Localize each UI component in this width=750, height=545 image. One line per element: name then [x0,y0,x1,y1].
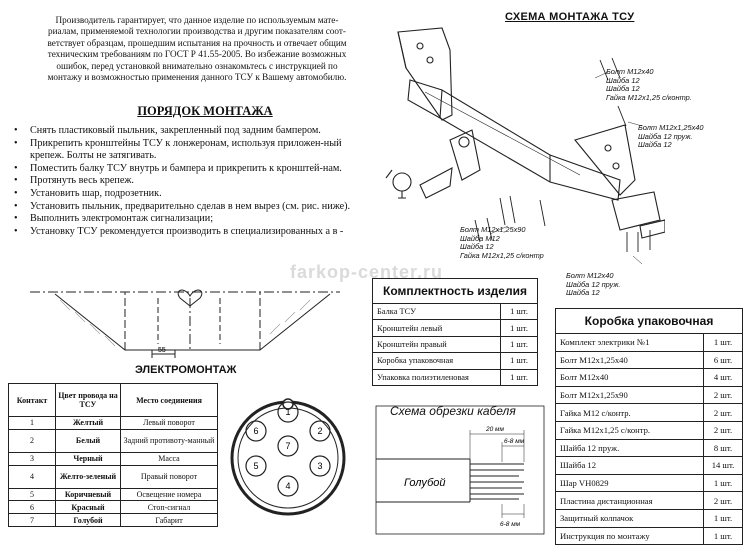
pin-label: 1 [285,407,291,417]
part-label: Гайка М12х1,25 с/контр. [606,92,692,102]
part-label: Шайба 12 [606,84,640,94]
table-row [556,527,743,545]
box-contents-table [555,308,743,545]
cell-contact: 4 [9,465,56,488]
cut-dimension: 55 [158,347,166,354]
table-row [556,334,743,352]
dimension-label: 6-8 мм [500,521,521,528]
intro-line: риалам, применяемой технологии производства и другим показателям соот- [48,26,346,37]
intro-line: ошибок, перед установкой внимательно ознакомьтесь с инструкцией по [56,60,338,71]
table-row [556,457,743,475]
cell-color: Желтый [56,417,121,430]
part-label: Шайба М12 [460,233,500,243]
montage-step: • Поместить балку ТСУ внутрь и бампера и прикрепить к кронштей-нам. [12,163,377,176]
table-row [9,465,218,488]
item-qty: 4 шт. [704,369,743,387]
montage-step: • Выполнить электромонтаж сигнализации; [12,213,377,226]
part-label: Болт М12х40 [566,271,614,280]
item-qty: 1 шт. [501,320,538,336]
table-row [373,320,538,336]
intro-line: Производитель гарантирует, что данное изделие по используемым мате- [55,15,339,25]
dimension-label: 20 мм [486,426,504,433]
item-name: Болт М12х40 [556,369,704,387]
scheme-labels-top [606,68,692,102]
table-row [373,336,538,352]
item-name: Балка ТСУ [373,304,501,320]
pin-label: 2 [317,426,323,436]
table-row [556,369,743,387]
scheme-labels-bottom [566,272,620,298]
part-label: Болт М12х1,25х90 [460,225,526,234]
item-name: Шайба 12 [556,457,704,475]
cell-color: Черный [56,452,121,465]
intro-text [22,15,372,83]
part-label: Шайба 12 пруж. [638,131,693,141]
scheme-title: СХЕМА МОНТАЖА ТСУ [505,11,635,23]
cell-connection: Правый поворот [121,465,218,488]
table-row [556,509,743,527]
cable-cut-drawing [374,404,546,536]
kit-title: Комплектность изделия [373,279,538,304]
table-header-row [9,384,218,417]
part-label: Гайка М12х1,25 с/контр [460,250,544,260]
wire-color-label: Голубой [404,477,446,489]
cell-connection: Задний противоту-манный [121,429,218,452]
montage-step: • Установить шар, подрозетник. [12,188,377,201]
socket-pin-diagram [228,390,348,530]
table-header-row [556,309,743,334]
cell-color: Коричневый [56,488,121,501]
item-name: Кронштейн левый [373,320,501,336]
item-qty: 2 шт. [704,386,743,404]
montage-step: • Установку ТСУ рекомендуется производить в специализированных а в - [12,226,377,239]
cell-color: Белый [56,429,121,452]
item-qty: 1 шт. [704,334,743,352]
watermark: farkop-center.ru [290,262,444,282]
pin-label: 4 [285,481,291,491]
item-qty: 14 шт. [704,457,743,475]
item-name: Упаковка полиэтиленовая [373,369,501,385]
table-row [556,351,743,369]
column-header: Контакт [9,384,56,417]
item-name: Инструкция по монтажу [556,527,704,545]
table-row [556,492,743,510]
item-qty: 1 шт. [704,474,743,492]
item-name: Шар VH0829 [556,474,704,492]
montage-step: • Протянуть весь крепеж. [12,175,377,188]
montage-step: • Прикрепить кронштейны ТСУ к лонжеронам, используя приложен-ный крепеж. Болты не затягивать. [12,138,377,163]
montage-step: • Установить пыльник, предварительно сделав в нем вырез (см. рис. ниже). [12,201,377,214]
item-qty: 6 шт. [704,351,743,369]
table-row [9,514,218,527]
cell-connection: Освещение номера [121,488,218,501]
column-header: Цвет провода на ТСУ [56,384,121,417]
pin-label: 7 [285,441,291,451]
item-qty: 1 шт. [501,336,538,352]
table-row [556,386,743,404]
item-qty: 2 шт. [704,404,743,422]
cell-connection: Масса [121,452,218,465]
table-row [9,452,218,465]
part-label: Болт М12х40 [606,67,654,76]
part-label: Шайба 12 пруж. [566,279,621,289]
cell-contact: 1 [9,417,56,430]
intro-line: монтажу и возможностью применения данного ТСУ к Вашему автомобилю. [47,72,347,83]
cell-color: Красный [56,501,121,514]
part-label: Болт М12х1,25х40 [638,123,704,132]
part-label: Шайба 12 [460,242,494,252]
item-name: Шайба 12 пруж. [556,439,704,457]
item-name: Гайка М12х1,25 с/контр. [556,421,704,439]
item-name: Комплект электрики №1 [556,334,704,352]
item-qty: 2 шт. [704,421,743,439]
montage-title: ПОРЯДОК МОНТАЖА [137,104,273,118]
cell-contact: 3 [9,452,56,465]
cell-connection: Стоп-сигнал [121,501,218,514]
electro-title: ЭЛЕКТРОМОНТАЖ [135,364,237,376]
scheme-labels-mid [638,124,704,150]
montage-steps [12,125,377,238]
table-row [556,404,743,422]
table-header-row [373,279,538,304]
cell-contact: 6 [9,501,56,514]
table-row [373,369,538,385]
table-row [9,488,218,501]
dust-cover-cut-drawing [30,272,340,364]
item-qty: 1 шт. [501,353,538,369]
item-qty: 1 шт. [704,527,743,545]
item-name: Защитный колпачок [556,509,704,527]
item-qty: 1 шт. [501,369,538,385]
table-row [9,429,218,452]
table-row [556,474,743,492]
part-label: Шайба 12 [638,140,672,150]
cell-contact: 2 [9,429,56,452]
cell-color: Голубой [56,514,121,527]
montage-step: • Снять пластиковый пыльник, закрепленный под задним бампером. [12,125,377,138]
cell-contact: 7 [9,514,56,527]
item-qty: 2 шт. [704,492,743,510]
intro-line: ветствует образцам, прошедшим испытания на прочность и отвечает общим [47,37,347,48]
item-name: Пластина дистанционная [556,492,704,510]
column-header: Место соединения [121,384,218,417]
item-name: Коробка упаковочная [373,353,501,369]
box-title: Коробка упаковочная [556,309,743,334]
table-row [9,417,218,430]
pin-label: 6 [253,426,259,436]
item-name: Болт М12х1,25х90 [556,386,704,404]
cable-cut-title: Схема обрезки кабеля [390,404,516,418]
kit-table [372,278,538,386]
item-name: Кронштейн правый [373,336,501,352]
table-row [9,501,218,514]
intro-line: техническим требованиям по ГОСТ Р 41.55-2005. Во избежание возможных [47,49,347,60]
item-qty: 1 шт. [704,509,743,527]
table-row [373,304,538,320]
cell-contact: 5 [9,488,56,501]
cell-connection: Габарит [121,514,218,527]
item-name: Болт М12х1,25х40 [556,351,704,369]
part-label: Шайба 12 [606,75,640,85]
cell-color: Желто-зеленый [56,465,121,488]
table-row [556,421,743,439]
pin-label: 5 [253,461,259,471]
pin-label: 3 [317,461,323,471]
scheme-labels-left [460,226,544,260]
table-row [373,353,538,369]
wiring-table [8,383,218,527]
item-name: Гайка М12 с/контр. [556,404,704,422]
table-row [556,439,743,457]
item-qty: 8 шт. [704,439,743,457]
dimension-label: 6-8 мм [504,438,525,445]
part-label: Шайба 12 [566,288,600,298]
item-qty: 1 шт. [501,304,538,320]
cell-connection: Левый поворот [121,417,218,430]
